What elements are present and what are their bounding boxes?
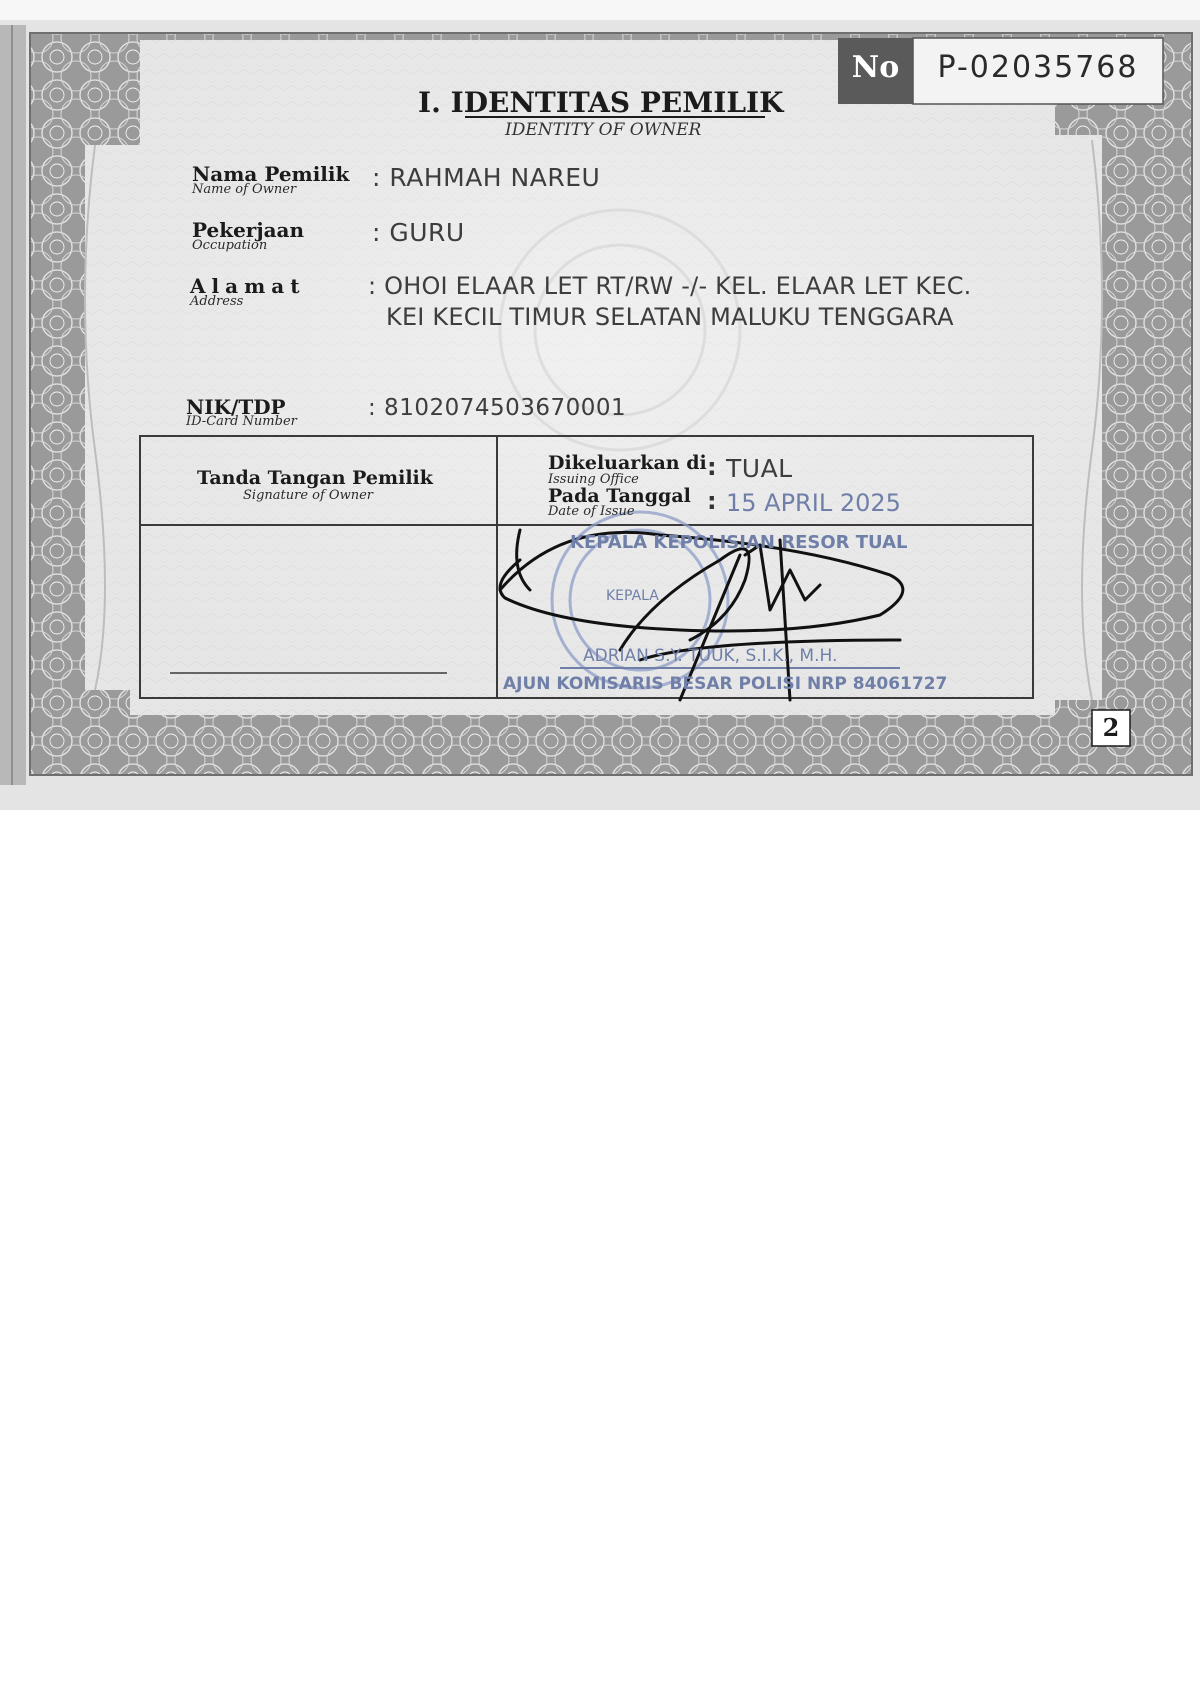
number-label: No — [851, 50, 900, 85]
nik-value: : 8102074503670001 — [368, 395, 627, 421]
occupation-sublabel: Occupation — [192, 238, 268, 253]
document-number: P-02035768 — [937, 50, 1139, 85]
nik-sublabel: ID-Card Number — [186, 414, 297, 429]
issue-date-label: Pada Tanggal — [548, 485, 691, 507]
document-page — [0, 0, 1200, 810]
address-label: Alamat — [190, 274, 306, 298]
issuing-office-label: Dikeluarkan di — [548, 452, 707, 474]
owner-signature-label: Tanda Tangan Pemilik — [197, 467, 433, 489]
page-number: 2 — [1102, 713, 1120, 742]
official-title: KEPALA KEPOLISIAN RESOR TUAL — [570, 532, 908, 553]
owner-name-value: : RAHMAH NAREU — [372, 163, 601, 192]
address-sublabel: Address — [190, 294, 244, 309]
owner-name-sublabel: Name of Owner — [192, 182, 297, 197]
issue-date-value: 15 APRIL 2025 — [726, 489, 901, 517]
owner-signature-sublabel: Signature of Owner — [243, 488, 373, 503]
issue-date-colon: : — [707, 487, 717, 515]
owner-name-label: Nama Pemilik — [192, 162, 350, 186]
issue-date-sublabel: Date of Issue — [548, 504, 635, 519]
issuing-office-value: TUAL — [726, 454, 793, 483]
nik-label: NIK/TDP — [186, 395, 286, 419]
issuing-office-sublabel: Issuing Office — [548, 472, 639, 487]
occupation-value: : GURU — [372, 218, 465, 247]
issuing-office-colon: : — [707, 453, 717, 481]
official-rank: AJUN KOMISARIS BESAR POLISI NRP 84061727 — [503, 674, 948, 694]
address-value-line2: KEI KECIL TIMUR SELATAN MALUKU TENGGARA — [386, 303, 954, 331]
official-name: ADRIAN S.Y. TUUK, S.I.K., M.H. — [583, 646, 838, 666]
occupation-label: Pekerjaan — [192, 218, 305, 242]
section-subtitle: IDENTITY OF OWNER — [505, 120, 702, 140]
stamp-text: KEPALA — [606, 588, 659, 604]
address-value-line1: : OHOI ELAAR LET RT/RW -/- KEL. ELAAR LET KEC. — [368, 272, 972, 300]
section-title: I. IDENTITAS PEMILIK — [418, 86, 784, 119]
